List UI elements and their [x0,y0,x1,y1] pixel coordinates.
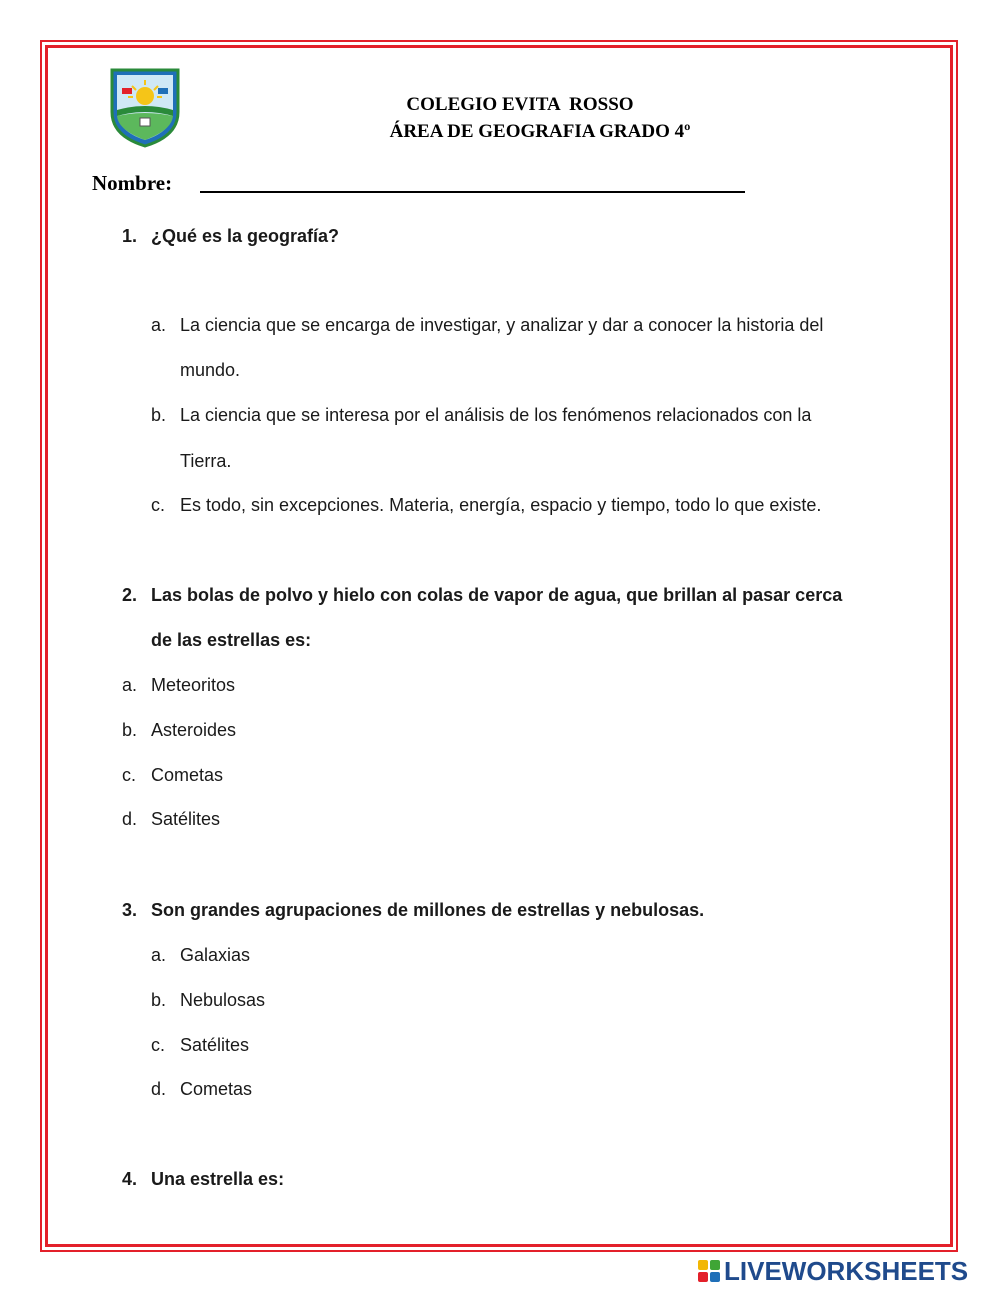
question-text-cont: de las estrellas es: [151,630,312,650]
option-letter: a. [151,945,167,965]
question-number: 1. [122,226,138,246]
option-letter: a. [151,315,167,335]
question-text: Son grandes agrupaciones de millones de estrellas y nebulosas. [151,900,705,920]
question-number: 4. [122,1169,138,1189]
option-b-text[interactable]: La ciencia que se interesa por el análisis de los fenómenos relacionados con la [180,405,812,425]
option-a-text-cont[interactable]: mundo. [180,360,241,380]
option-b-text-cont[interactable]: Tierra. [180,451,232,471]
option-letter: c. [151,1035,166,1055]
subject-title: ÁREA DE GEOGRAFIA GRADO 4º [389,121,691,142]
option-letter: b. [151,405,167,425]
question-number: 2. [122,585,138,605]
option-letter: c. [122,765,137,785]
name-label: Nombre: [92,171,173,195]
liveworksheets-brand[interactable] [698,1255,969,1286]
option-letter: b. [122,720,138,740]
question-text: Las bolas de polvo y hielo con colas de vapor de agua, que brillan al pasar cerca [151,585,843,605]
name-input-line[interactable] [200,191,745,193]
option-d-text[interactable]: Cometas [180,1079,253,1099]
brand-text: LIVEWORKSHEETS [724,1255,969,1286]
option-letter: d. [122,809,138,829]
question-text: Una estrella es: [151,1169,285,1189]
option-a-text[interactable]: La ciencia que se encarga de investigar, y analizar y dar a conocer la historia del [180,315,824,335]
option-c-text[interactable]: Satélites [180,1035,250,1055]
school-crest-icon [108,66,182,148]
option-letter: d. [151,1079,167,1099]
option-a-text[interactable]: Galaxias [180,945,251,965]
liveworksheets-logo-icon [698,1260,720,1282]
option-d-text[interactable]: Satélites [151,809,221,829]
question-number: 3. [122,900,138,920]
option-b-text[interactable]: Nebulosas [180,990,266,1010]
option-c-text[interactable]: Es todo, sin excepciones. Materia, energía, espacio y tiempo, todo lo que existe. [180,495,822,515]
option-c-text[interactable]: Cometas [151,765,224,785]
option-a-text[interactable]: Meteoritos [151,675,236,695]
school-name: COLEGIO EVITA ROSSO [406,94,634,115]
option-b-text[interactable]: Asteroides [151,720,237,740]
option-letter: a. [122,675,138,695]
option-letter: c. [151,495,166,515]
option-letter: b. [151,990,167,1010]
question-text: ¿Qué es la geografía? [151,226,340,246]
